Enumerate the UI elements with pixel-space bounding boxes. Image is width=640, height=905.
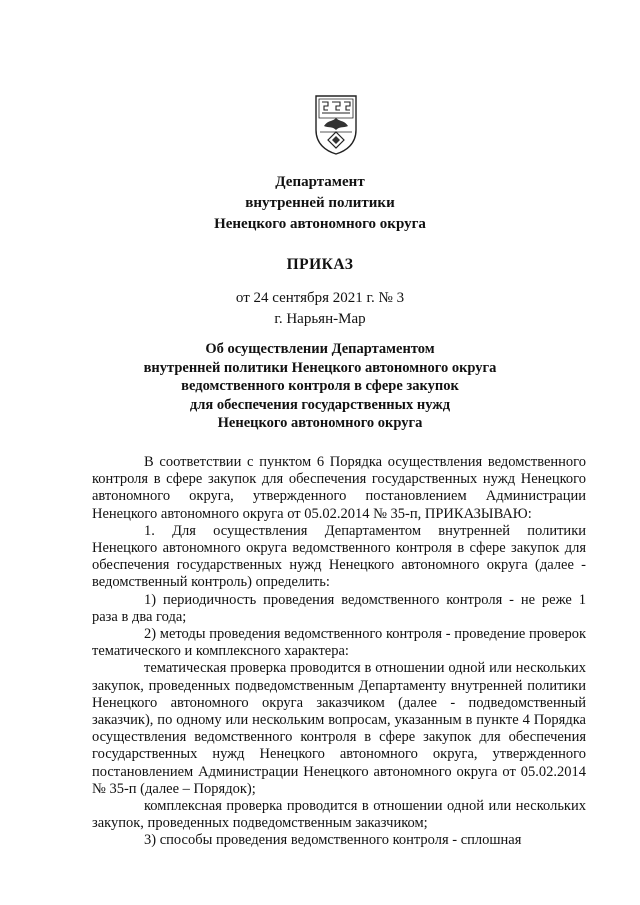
body-paragraph: 2) методы проведения ведомственного контроля - проведение проверок тематического и комплексного характера: [92, 626, 586, 660]
coat-of-arms-emblem-icon [314, 92, 358, 156]
body-paragraph: 1. Для осуществления Департаментом внутренней политики Ненецкого автономного округа ведомственного контроля в сфере закупок для обеспечения государственных нужд Ненецкого автономного округа (далее - ведомственный контроль) определить: [92, 522, 586, 591]
subject-line: для обеспечения государственных нужд [189, 396, 451, 413]
body-paragraph: 1) периодичность проведения ведомственного контроля - не реже 1 раза в два года; [92, 591, 586, 625]
org-line: внутренней политики [245, 195, 395, 211]
subject-line: Ненецкого автономного округа [217, 415, 423, 431]
organization-name [0, 172, 640, 235]
document-meta [0, 288, 640, 330]
org-line: Ненецкого автономного округа [214, 216, 426, 232]
place: г. Нарьян-Мар [274, 311, 366, 327]
subject-line: внутренней политики Ненецкого автономного округа [143, 359, 497, 376]
subject-line: ведомственного контроля в сфере закупок [181, 378, 459, 394]
body-paragraph: В соответствии с пунктом 6 Порядка осуществления ведомственного контроля в сфере закупок для обеспечения государственных нужд Ненецкого автономного округа, утвержденного постановлением Администрации Ненецкого автономного округа от 05.02.2014 № 35-п, ПРИКАЗЫВАЮ: [92, 454, 586, 522]
org-line: Департамент [275, 174, 365, 190]
document-body [92, 454, 586, 850]
body-paragraph: 3) способы проведения ведомственного контроля - сплошная [144, 832, 522, 849]
document-type: ПРИКАЗ [286, 256, 354, 273]
date-number: от 24 сентября 2021 г. № 3 [235, 290, 405, 306]
document-subject [0, 340, 640, 433]
subject-line: Об осуществлении Департаментом [205, 341, 435, 357]
body-paragraph: тематическая проверка проводится в отношении одной или нескольких закупок, проведенных подведомственным Департаменту внутренней политики Ненецкого автономного округа заказчиком (далее - подведомственный заказчик), по одному или нескольким вопросам, указанным в пункте 4 Порядка осуществления ведомственного контроля в сфере закупок для обеспечения государственных нужд Ненецкого автономного округа, утвержденного постановлением Администрации Ненецкого автономного округа от 05.02.2014 № 35-п (далее – Порядок); [92, 660, 586, 797]
body-paragraph: комплексная проверка проводится в отношении одной или нескольких закупок, проведенных подведомственным заказчиком; [92, 798, 586, 832]
